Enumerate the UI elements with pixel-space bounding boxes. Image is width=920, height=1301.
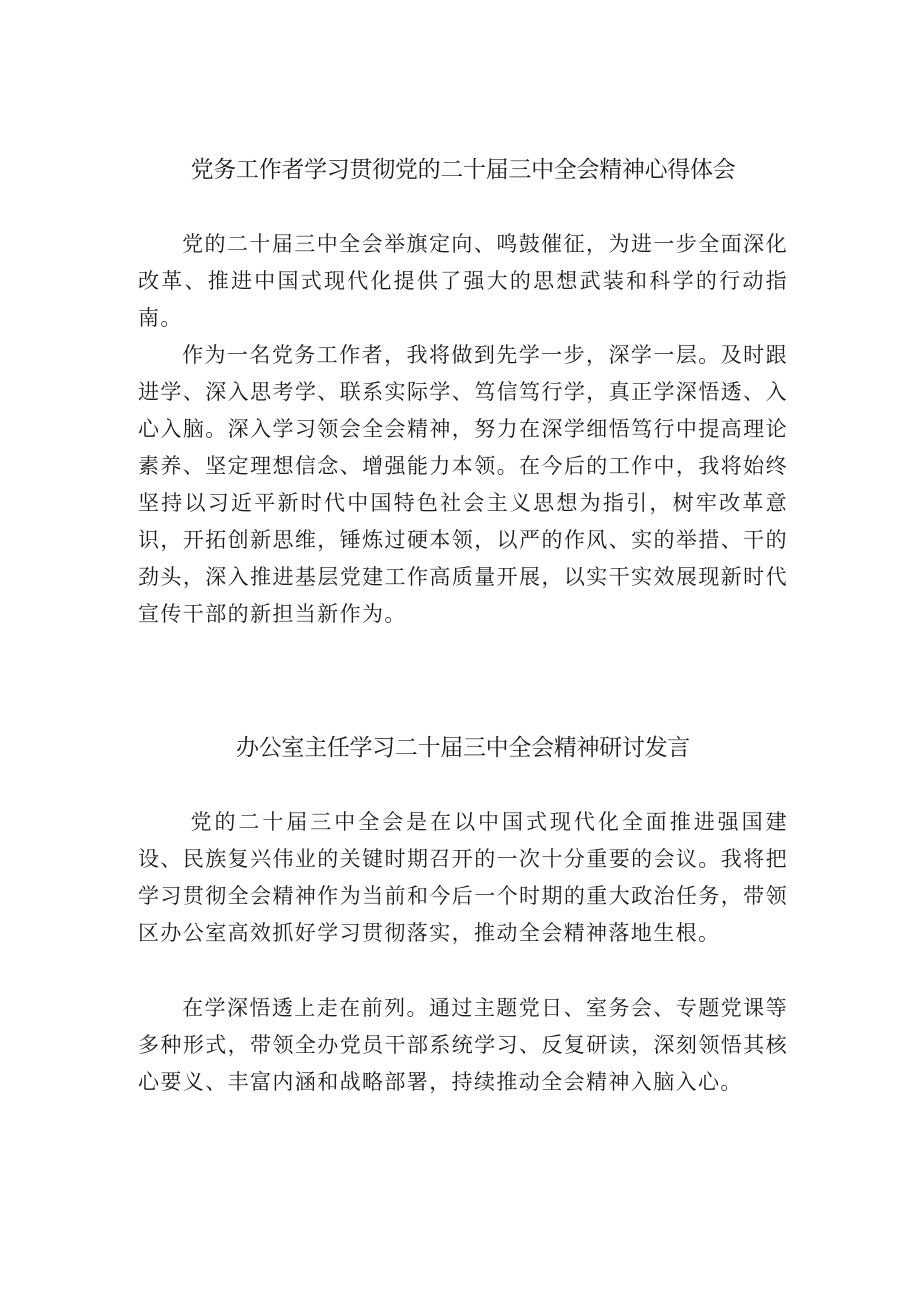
article-section-1 (138, 150, 788, 633)
paragraph: 作为一名党务工作者，我将做到先学一步，深学一层。及时跟进学、深入思考学、联系实际学、笃信笃行学，真正学深悟透、入心入脑。深入学习领会全会精神，努力在深学细悟笃行中提高理论素养、坚定理想信念、增强能力本领。在今后的工作中，我将始终坚持以习近平新时代中国特色社会主义思想为指引，树牢改革意识，开拓创新思维，锤炼过硬本领，以严的作风、实的举措、干的劲头，深入推进基层党建工作高质量开展，以实干实效展现新时代宣传干部的新担当新作为。 (138, 343, 788, 626)
paragraph: 在学深悟透上走在前列。通过主题党日、室务会、专题党课等多种形式，带领全办党员干部系统学习、反复研读，深刻领悟其核心要义、丰富内涵和战略部署，持续推动全会精神入脑入心。 (138, 996, 788, 1094)
article-title: 办公室主任学习二十届三中全会精神研讨发言 (235, 735, 690, 761)
article-title: 党务工作者学习贯彻党的二十届三中全会精神心得体会 (190, 157, 736, 183)
paragraph: 党的二十届三中全会是在以中国式现代化全面推进强国建设、民族复兴伟业的关键时期召开的一次十分重要的会议。我将把学习贯彻全会精神作为当前和今后一个时期的重大政治任务，带领区办公室高效抓好学习贯彻落实，推动全会精神落地生根。 (138, 810, 788, 945)
article-section-2 (138, 728, 788, 1101)
paragraph: 党的二十届三中全会举旗定向、鸣鼓催征，为进一步全面深化改革、推进中国式现代化提供了强大的思想武装和科学的行动指南。 (138, 232, 788, 330)
paragraph-gap (138, 952, 788, 990)
